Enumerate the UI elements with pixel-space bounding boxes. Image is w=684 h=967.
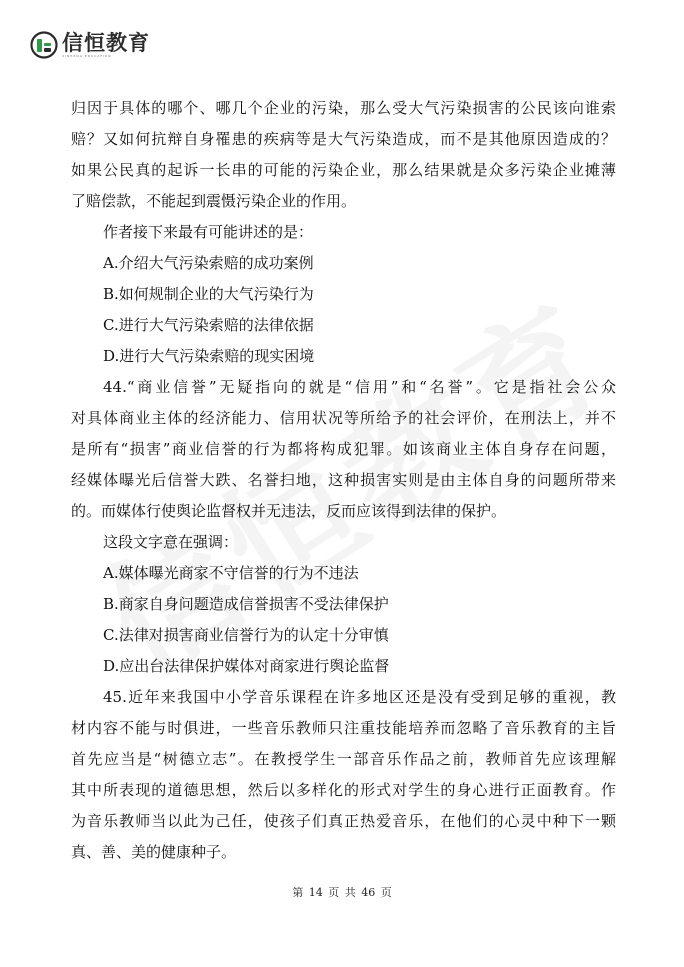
question-text: 45.近年来我国中小学音乐课程在许多地区还是没有受到足够的重视，教 (103, 688, 616, 706)
text-line: 的。而媒体行使舆论监督权并无违法，反而应该得到法律的保护。 (71, 502, 507, 520)
option-a: A.媒体曝光商家不守信誉的行为不违法 (103, 564, 359, 582)
text-line: 首先应当是“树德立志”。在教授学生一部音乐作品之前，教师首先应该理解 (71, 750, 616, 768)
option-a: A.介绍大气污染索赔的成功案例 (103, 254, 314, 272)
logo-subtitle: XINHENG EDUCATION (62, 53, 112, 58)
logo-icon (30, 31, 58, 59)
question-prompt: 这段文字意在强调： (103, 533, 239, 551)
logo (30, 30, 150, 60)
page-number: 第 14 页 共 46 页 (292, 886, 392, 899)
text-line: 对具体商业主体的经济能力、信用状况等所给予的社会评价，在刑法上，并不 (71, 409, 616, 427)
text-line: 经媒体曝光后信誉大跌、名誉扫地，这种损害实则是由主体自身的问题所带来 (71, 471, 616, 489)
text-line: 是所有“损害”商业信誉的行为都将构成犯罪。如该商业主体自身存在问题， (71, 440, 616, 458)
text-line: 真、善、美的健康种子。 (71, 843, 237, 861)
option-b: B.商家自身问题造成信誉损害不受法律保护 (103, 595, 389, 613)
text-line: 材内容不能与时俱进，一些音乐教师只注重技能培养而忽略了音乐教育的主旨 (71, 719, 616, 737)
option-b: B.如何规制企业的大气污染行为 (103, 285, 314, 303)
option-c: C.法律对损害商业信誉行为的认定十分审慎 (103, 626, 389, 644)
option-c: C.进行大气污染索赔的法律依据 (103, 316, 314, 334)
option-d: D.进行大气污染索赔的现实困境 (103, 347, 315, 365)
logo-text: 信恒教育 (62, 30, 150, 55)
text-line: 如果公民真的起诉一长串的可能的污染企业，那么结果就是众多污染企业摊薄 (71, 161, 616, 179)
text-line: 赔？又如何抗辩自身罹患的疾病等是大气污染造成，而不是其他原因造成的？ (71, 130, 616, 148)
option-d: D.应出台法律保护媒体对商家进行舆论监督 (103, 657, 390, 675)
question-text: 44.“商业信誉”无疑指向的就是“信用”和“名誉”。它是指社会公众 (103, 378, 616, 396)
text-line: 为音乐教师当以此为己任，使孩子们真正热爱音乐，在他们的心灵中种下一颗 (71, 812, 616, 830)
text-line: 归因于具体的哪个、哪几个企业的污染，那么受大气污染损害的公民该向谁索 (71, 99, 616, 117)
page-content (71, 93, 616, 868)
question-prompt: 作者接下来最有可能讲述的是： (103, 223, 314, 241)
text-line: 其中所表现的道德思想，然后以多样化的形式对学生的身心进行正面教育。作 (71, 781, 616, 799)
text-line: 了赔偿款，不能起到震慑污染企业的作用。 (71, 192, 357, 210)
